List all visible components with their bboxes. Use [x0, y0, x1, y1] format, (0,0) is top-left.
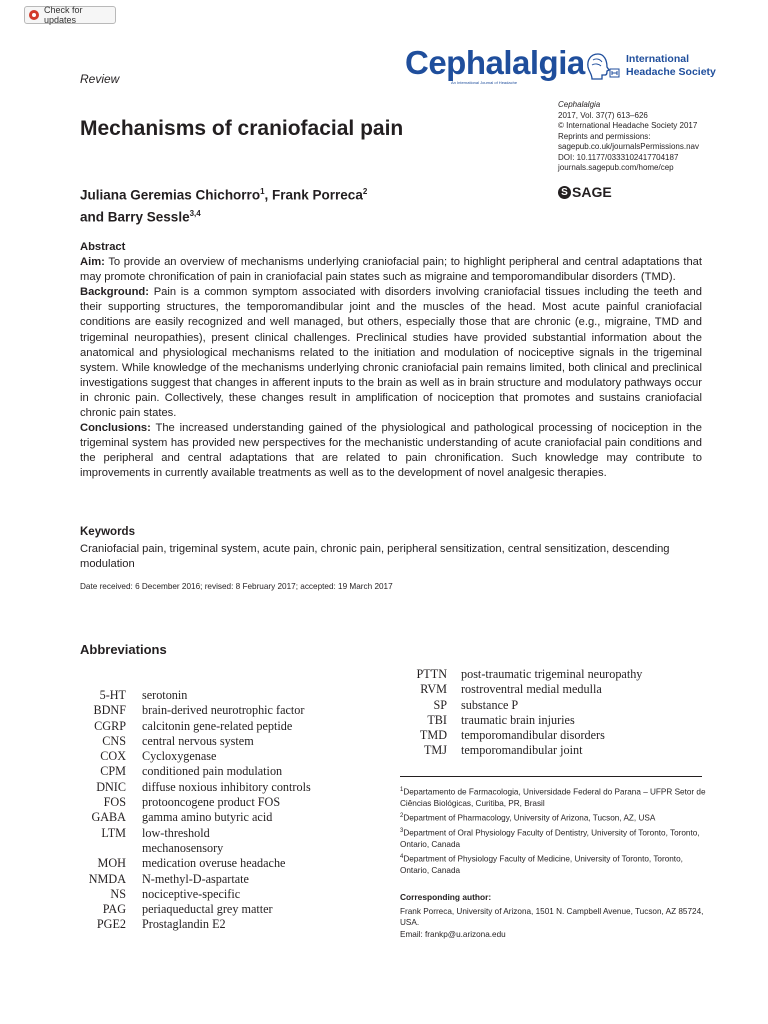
abbreviation-row	[80, 887, 311, 902]
abbreviation-definition: conditioned pain modulation	[142, 764, 283, 779]
abbreviation-definition: medication overuse headache	[142, 856, 286, 871]
abbreviation-definition: brain-derived neurotrophic factor	[142, 703, 305, 718]
author-list: Juliana Geremias Chichorro$^1$, Frank Porreca$^2$ and Barry Sessle$^{3,4}$	[80, 187, 368, 224]
abbreviation-term: 5-HT	[99, 688, 126, 702]
corresponding-author-email[interactable]: Email: frankp@u.arizona.edu	[400, 929, 506, 939]
check-for-updates-label: Check for updates	[44, 5, 83, 25]
abbreviation-definition: low-threshold	[142, 825, 210, 840]
abbreviation-row	[80, 719, 311, 734]
keywords-text: Craniofacial pain, trigeminal system, acute pain, chronic pain, peripheral sensitization, central sensitization, descending modulation	[80, 543, 670, 570]
abbreviation-row	[80, 810, 311, 825]
affiliation-text: Department of Oral Physiology Faculty of Dentistry, University of Toronto, Toronto, Ontario, Canada	[400, 828, 700, 850]
abbreviation-row	[80, 902, 311, 917]
meta-reprints: Reprints and permissions:	[558, 131, 651, 141]
abbreviation-term: LTM	[101, 825, 126, 840]
article-title: Mechanisms of craniofacial pain	[80, 117, 404, 140]
author-affiliation-ref: 1	[260, 187, 265, 196]
abbreviations-right-column	[400, 667, 642, 759]
meta-reprints-link[interactable]: sagepub.co.uk/journalsPermissions.nav	[558, 142, 699, 151]
affiliation	[400, 826, 710, 850]
abbreviation-term: COX	[100, 749, 126, 764]
abbreviation-definition: mechanosensory	[142, 840, 224, 855]
corresponding-author-heading: Corresponding author:	[400, 892, 492, 902]
abstract-aim: Aim: To provide an overview of mechanisms underlying craniofacial pain; to highlight peripheral and central adaptations that may promote chronification of pain in craniofacial pain states such as migraine and temporomandibular disorders (TMD).	[80, 256, 703, 284]
abbreviation-term: CPM	[100, 764, 126, 779]
meta-volume: 2017, Vol. 37(7) 613–626	[558, 110, 648, 120]
affiliation-number: 2	[400, 813, 404, 820]
check-for-updates-button[interactable]	[24, 6, 116, 24]
abbreviation-row	[80, 872, 311, 887]
abbreviation-definition: post-traumatic trigeminal neuropathy	[461, 667, 643, 681]
sage-s-icon: S	[558, 186, 571, 199]
abbreviation-row	[80, 780, 311, 795]
abbreviation-term: MOH	[97, 856, 126, 871]
abbreviation-definition: calcitonin gene-related peptide	[142, 718, 293, 733]
abbreviation-row	[400, 698, 642, 713]
abbreviation-row	[80, 826, 311, 841]
abbreviation-definition: serotonin	[142, 688, 188, 702]
affiliation-number: 3	[400, 828, 404, 835]
abbreviation-row	[400, 713, 642, 728]
abbreviation-definition: temporomandibular joint	[461, 743, 583, 758]
article-type: Review	[80, 72, 120, 86]
affiliation-text: Department of Physiology Faculty of Medicine, University of Toronto, Toronto, Ontario, Canada	[400, 854, 683, 876]
abbreviation-term: DNIC	[96, 779, 126, 794]
abbreviation-row	[80, 856, 311, 871]
abstract-heading: Abstract	[80, 241, 126, 253]
affiliation	[400, 785, 710, 809]
abbreviation-term: PTTN	[416, 667, 447, 681]
abbreviation-row	[80, 917, 311, 932]
affiliations	[400, 785, 710, 878]
author-name: Frank Porreca	[272, 187, 363, 203]
abbreviation-row	[80, 703, 311, 718]
abbreviation-definition: periaqueductal grey matter	[142, 902, 273, 917]
abbreviation-row	[80, 764, 311, 779]
abbreviation-term: PGE2	[96, 917, 126, 932]
abbreviation-definition: rostroventral medial medulla	[461, 682, 602, 697]
abbreviation-term: NMDA	[88, 871, 126, 886]
abbreviation-term: TMJ	[423, 743, 447, 758]
abbreviation-term: BDNF	[93, 703, 126, 718]
abbreviation-term: FOS	[103, 795, 126, 810]
abbreviation-definition: Cycloxygenase	[142, 749, 217, 764]
abbreviation-term: TMD	[419, 728, 447, 743]
abbreviations-left-column	[80, 688, 311, 933]
headache-society-logo-icon	[584, 50, 622, 84]
affiliation	[400, 811, 710, 824]
corresponding-author	[400, 906, 710, 940]
meta-site-link[interactable]: journals.sagepub.com/home/cep	[558, 163, 674, 172]
author-name: Barry Sessle	[107, 209, 190, 224]
abbreviations-heading: Abbreviations	[80, 642, 167, 657]
meta-doi[interactable]: DOI: 10.1177/0333102417704187	[558, 152, 679, 162]
abbreviation-term: SP	[433, 697, 447, 712]
abbreviation-definition: nociceptive-specific	[142, 886, 241, 901]
abbreviation-definition: traumatic brain injuries	[461, 712, 575, 727]
journal-subtitle: An International Journal of Headache	[451, 80, 518, 85]
affiliation-text: Department of Pharmacology, University of Arizona, Tucson, AZ, USA	[403, 813, 656, 823]
abbreviation-term: CGRP	[94, 718, 126, 733]
abstract-conclusions: Conclusions: The increased understanding gained of the physiological and pathological processing of nociception in the trigeminal system has provided new perspectives for the mechanistic understanding of acute craniofacial pain conditions and the peripheral and central adaptations that are related to pain chronification. Such knowledge may contribute to improvements in currently available treatments as well as to the development of novel analgesic therapies.	[80, 422, 703, 480]
abbreviation-definition: N-methyl-D-aspartate	[142, 871, 249, 886]
abbreviation-definition: temporomandibular disorders	[461, 728, 605, 743]
society-name: International Headache Society	[626, 53, 716, 78]
abbreviation-definition: diffuse noxious inhibitory controls	[142, 779, 311, 794]
abbreviation-term: PAG	[102, 902, 126, 917]
meta-journal: Cephalalgia	[558, 100, 601, 109]
abbreviation-term: RVM	[420, 682, 447, 697]
journal-logo: Cephalalgia	[405, 44, 585, 81]
affiliation	[400, 852, 710, 876]
abbreviation-row	[400, 743, 642, 758]
abbreviation-row	[80, 734, 311, 749]
abbreviation-row	[400, 728, 642, 743]
abbreviation-row	[80, 688, 311, 703]
publisher-name: SAGE	[572, 184, 612, 200]
keywords-heading: Keywords	[80, 526, 135, 538]
affiliation-number: 1	[400, 787, 404, 793]
author-affiliation-ref: 3,4	[189, 208, 201, 218]
abbreviation-term: NS	[110, 886, 126, 901]
article-dates: Date received: 6 December 2016; revised: 8 February 2017; accepted: 19 March 2017	[80, 582, 393, 591]
abbreviation-term	[80, 841, 126, 856]
abbreviation-definition: Prostaglandin E2	[142, 917, 226, 932]
abbreviation-row	[400, 667, 642, 682]
author-name: Juliana Geremias Chichorro	[80, 187, 261, 203]
publisher-logo	[558, 184, 612, 200]
abstract	[80, 240, 702, 482]
abbreviation-row	[80, 749, 311, 764]
affiliation-number: 4	[400, 854, 404, 861]
abbreviation-term: CNS	[102, 733, 126, 748]
footnote-divider	[400, 776, 702, 777]
abbreviation-definition: central nervous system	[142, 733, 254, 748]
update-badge-icon	[29, 10, 39, 20]
abbreviation-term: TBI	[427, 712, 447, 727]
abbreviation-term: GABA	[91, 810, 126, 825]
abbreviation-definition: substance P	[461, 697, 519, 712]
meta-copyright: © International Headache Society 2017	[558, 121, 698, 130]
abbreviation-definition: protooncogene product FOS	[142, 795, 281, 810]
corresponding-author-address: Frank Porreca, University of Arizona, 1501 N. Campbell Avenue, Tucson, AZ 85724, USA.	[400, 907, 704, 928]
publication-meta	[558, 100, 699, 174]
abbreviation-row	[80, 795, 311, 810]
author-affiliation-ref: 2	[362, 187, 368, 196]
abstract-background: Background: Pain is a common symptom associated with disorders involving craniofacial tissues including the teeth and their supporting structures, the temporomandibular joint and the muscles of the head. Most acute painful craniofacial conditions are easily recognized and well managed, but others, especially those that are chronic (e.g., migraine, TMD and trigeminal neuropathies), present clinical challenges. Preclinical studies have provided substantial information about the anatomical and physiological mechanisms related to the initiation and modulation of nociceptive signals in the trigeminal system. While knowledge of the mechanisms underlying chronic craniofacial pain remains limited, both clinical and preclinical investigations suggest that changes in afferent inputs to the brain as well as in brain structure and modulatory pathways occur in chronic pain. Collectively, these changes result in amplification of nociception that promotes and sustains craniofacial chronic pain states.	[80, 286, 703, 420]
affiliation-text: Departamento de Farmacologia, Universidade Federal do Parana – UFPR Setor de Ciências Biológicas, Curitiba, PR, Brasil	[400, 787, 706, 808]
abbreviation-row	[400, 682, 642, 697]
abbreviation-definition: gamma amino butyric acid	[142, 810, 273, 825]
abbreviation-row	[80, 841, 311, 856]
